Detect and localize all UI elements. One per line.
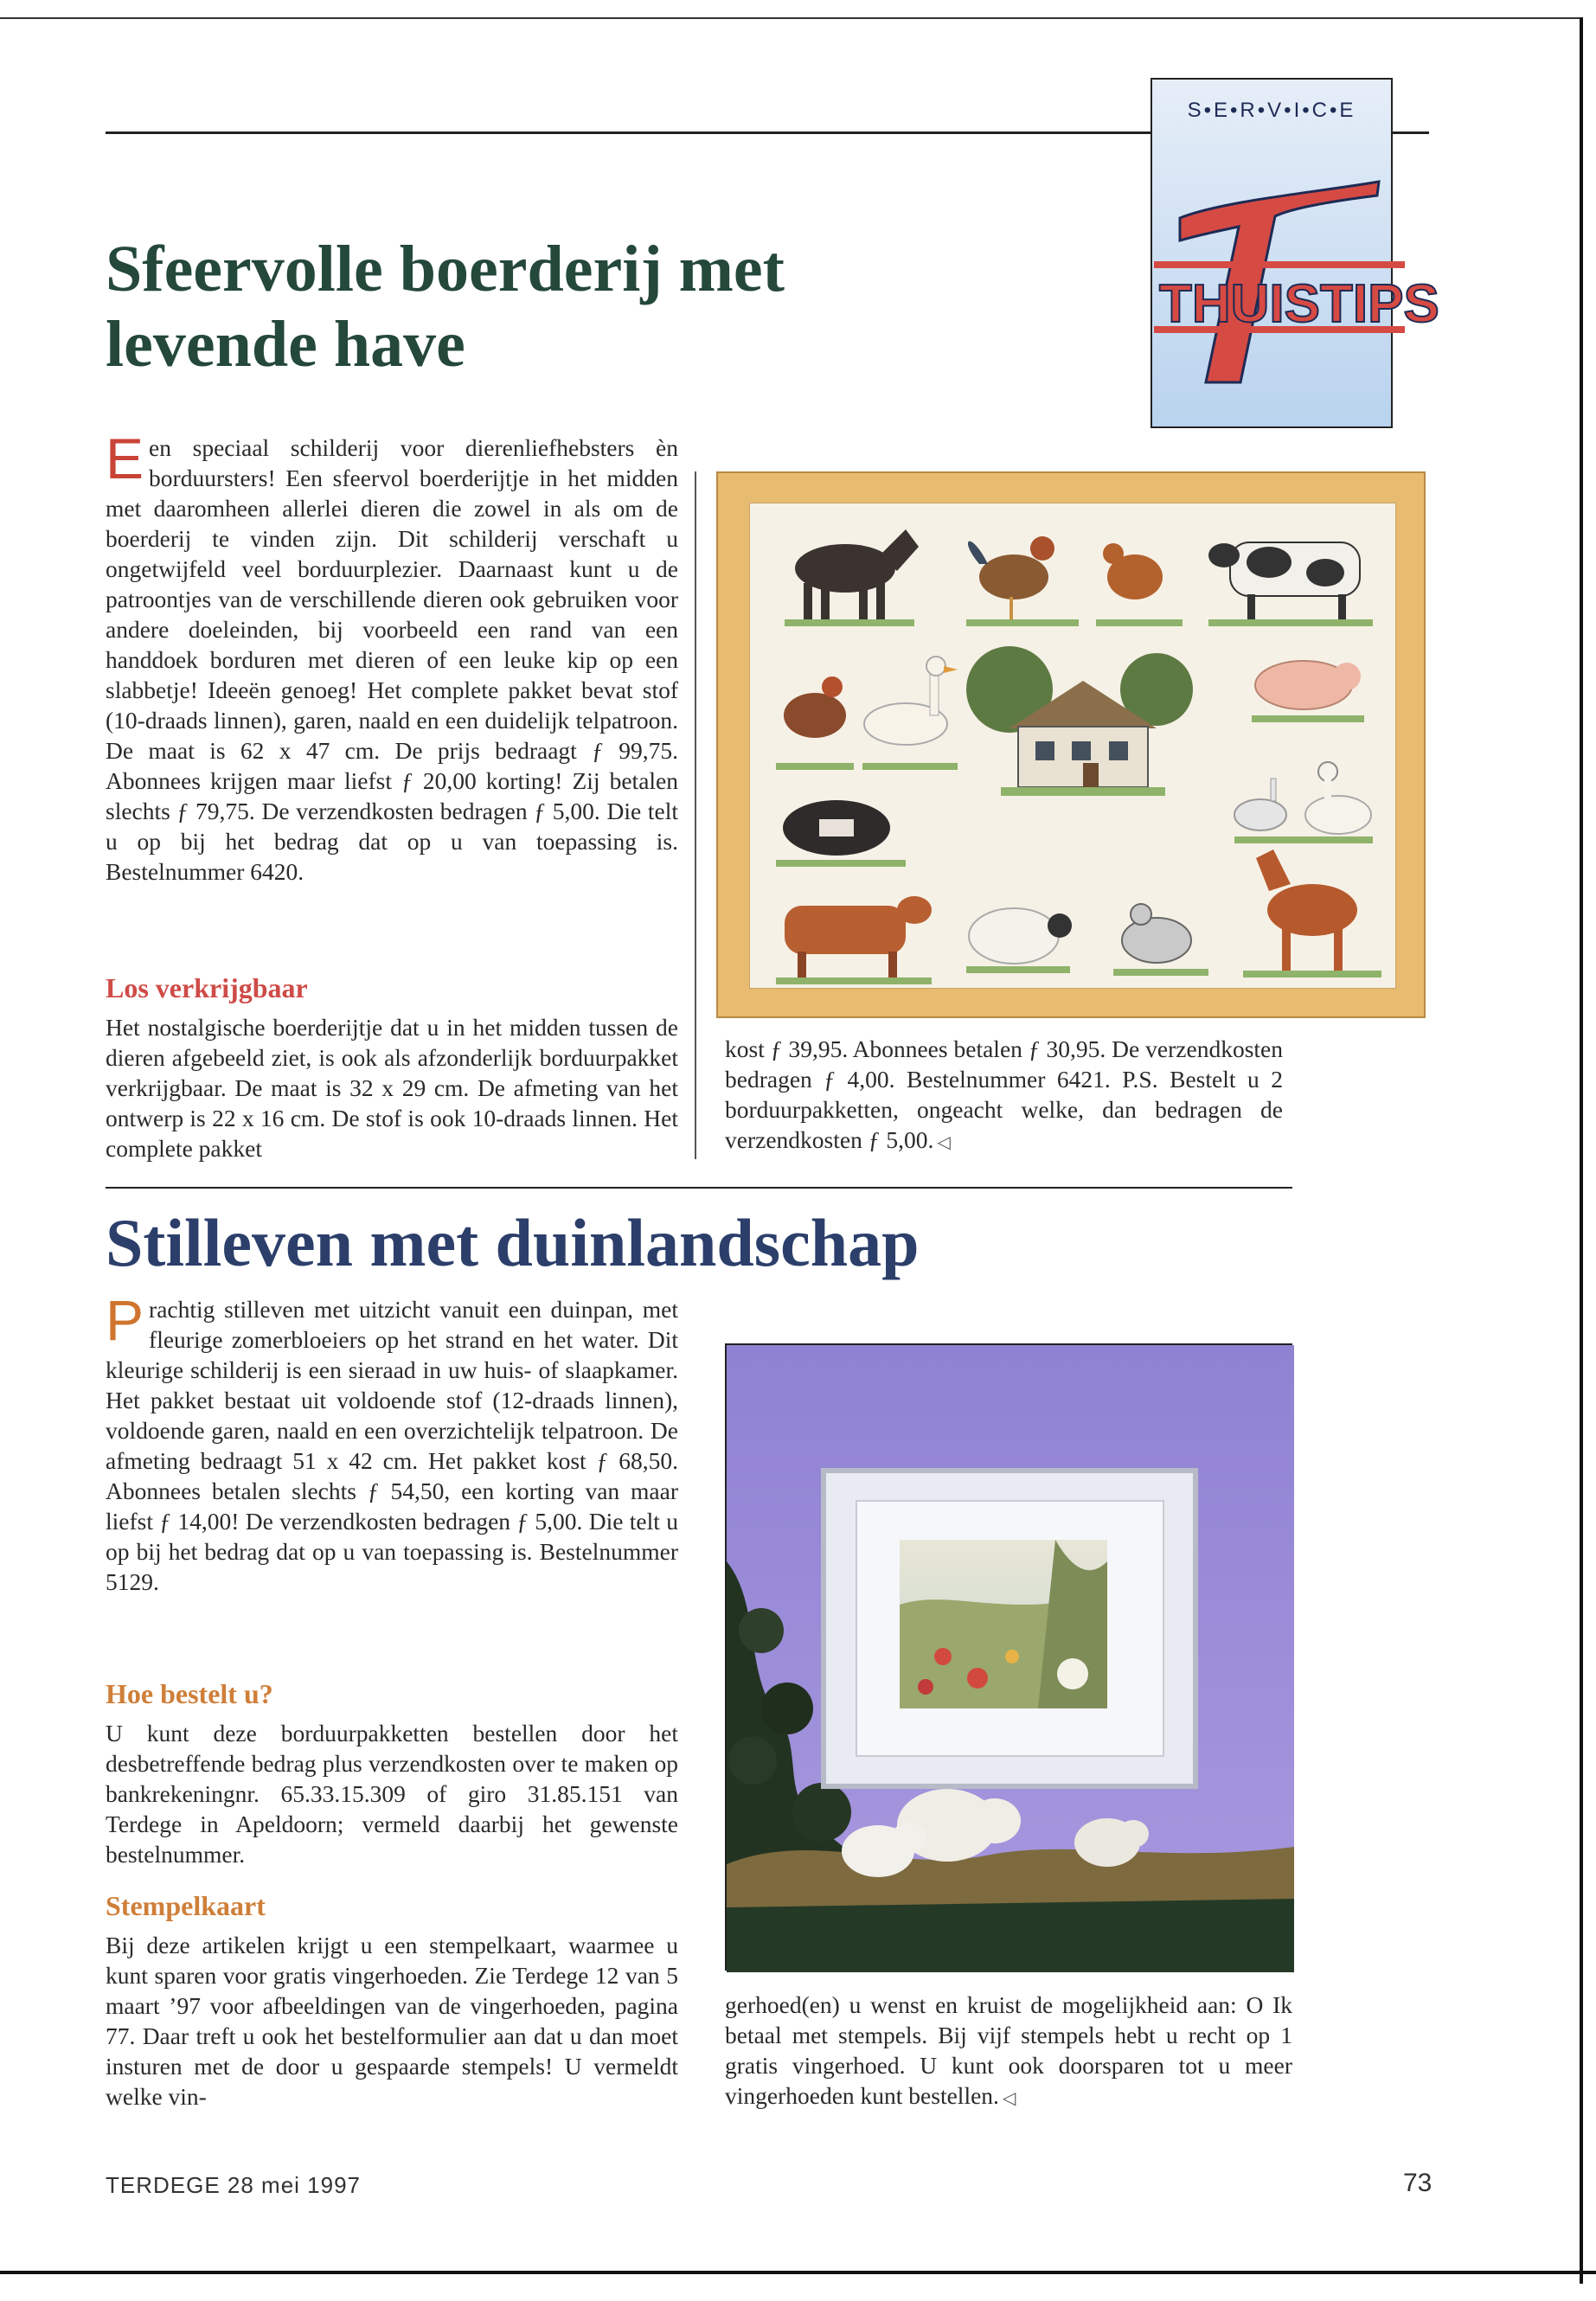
thuistips-emblem-icon [1145, 166, 1439, 408]
article1-title-line2: levende have [106, 308, 465, 381]
article1-paragraph2 [106, 1012, 678, 1163]
farm-animals-illustration [750, 503, 1395, 988]
farm-embroidery-picture [716, 471, 1426, 1018]
article1-column-divider [695, 471, 696, 1159]
red-rooster-icon [776, 676, 854, 770]
service-label: S•E•R•V•I•C•E [1187, 99, 1356, 122]
article1-title [106, 232, 1100, 383]
article1-dropcap: E [106, 426, 144, 490]
rooster-icon [966, 536, 1079, 626]
embroidery-canvas [749, 503, 1396, 989]
page-right-edge [1580, 17, 1583, 2284]
dune-painting-icon [900, 1540, 1107, 1708]
cow-icon [1208, 542, 1373, 626]
rabbit-icon [1234, 779, 1286, 830]
hen-icon [1096, 543, 1183, 626]
grey-chicken-icon [1113, 904, 1208, 976]
end-mark-icon: ◁ [937, 1133, 951, 1152]
stilllife-scene-illustration [727, 1345, 1294, 1972]
article2-paragraph2-text: U kunt deze borduurpakketten bestellen door het desbetreffende bedrag plus verzendkosten over te maken op bankrekeningnr. 65.33.15.309 of giro 31.85.151 van Terdege in Apeldoorn; vermeld daarbij het gewenste bestelnummer. [106, 1720, 678, 1868]
dune-stilllife-photo [725, 1343, 1292, 1971]
section-rule [106, 1187, 1292, 1189]
article2-dropcap: P [106, 1288, 144, 1352]
article2-paragraph1 [106, 1288, 678, 1597]
article2-title: Stilleven met duinlandschap [106, 1205, 920, 1280]
article1-paragraph1-text: en speciaal schilderij voor dierenliefhebsters èn borduursters! Een sfeervol boerderijtje in het midden met daaromheen allerlei dieren die zowel in als om de boerderij te vinden zijn. Dit schilderij verschaft u ongetwijfeld veel borduurplezier. Daarnaast kunt u de patroontjes van de verschillende dieren ook gebruiken voor andere doeleinden, bij voorbeeld een rand van een handdoek borduren met dieren of een leuke kip op een slabbetje! Ideeën genoeg! Het complete pakket bevat stof (10-draads linnen), garen, naald en een duidelijk telpatroon. De maat is 62 x 47 cm. De prijs bedraagt ƒ 99,75. Abonnees krijgen maar liefst ƒ 20,00 korting! Zij betalen slechts ƒ 79,75. De verzendkosten bedragen ƒ 5,00. Die telt u op bij het bedrag dat op u van toepassing is. Bestelnummer 6420. [106, 434, 678, 885]
article2-paragraph2 [106, 1718, 678, 1869]
article2-paragraph1-text: rachtig stilleven met uitzicht vanuit een duinpan, met fleurige zomerbloeiers op het strand en het water. Dit kleurige schilderij is een sieraad in uw huis- of slaapkamer. Het pakket bestaat uit voldoende stof (12-draads linnen), voldoende garen, naald en een overzichtelijk telpatroon. De afmeting bedraagt 51 x 42 cm. Het pakket kost ƒ 68,50. Abonnees betalen slechts ƒ 54,50, een korting van maar liefst ƒ 14,00! De verzendkosten bedragen ƒ 5,00. Die telt u op bij het bedrag dat op u van toepassing is. Bestelnummer 5129. [106, 1296, 678, 1595]
goose-icon [862, 657, 958, 770]
article1-paragraph2-text: Het nostalgische boerderijtje dat u in het midden tussen de dieren afgebeeld ziet, is ook als afzonderlijk borduurpakket verkrijgbaar. De maat is 32 x 29 cm. De afmeting van het ontwerp is 22 x 16 cm. De stof is ook 10-draads linnen. Het complete pakket [106, 1014, 678, 1162]
article2-paragraph4-text: gerhoed(en) u wenst en kruist de mogelijkheid aan: O Ik betaal met stempels. Bij vijf stempels hebt u recht op 1 gratis vingerhoed. U kunt ook doorsparen tot u meer vingerhoeden kunt bestellen. [725, 1991, 1292, 2109]
page-top-edge [0, 17, 1583, 19]
footer-page-number: 73 [1403, 2169, 1433, 2197]
footer-magazine: TERDEGE 28 mei 1997 [106, 2172, 362, 2198]
article1-paragraph3 [725, 1034, 1283, 1158]
article1-title-line1: Sfeervolle boerderij met [106, 233, 785, 305]
sheep-icon [966, 908, 1072, 973]
brown-cow-icon [776, 896, 932, 984]
black-pig-icon [776, 800, 906, 867]
article2-subhead-order: Hoe bestelt u? [106, 1678, 273, 1709]
article1-paragraph3-text: kost ƒ 39,95. Abonnees betalen ƒ 30,95. De verzendkosten bedragen ƒ 4,00. Bestelnummer 6421. P.S. Bestelt u 2 borduurpakketten, ongeacht welke, dan bedragen de verzendkosten ƒ 5,00. [725, 1035, 1283, 1153]
pony-icon [1243, 849, 1381, 977]
logo-word: THUISTIPS [1159, 274, 1439, 334]
article1-paragraph1 [106, 426, 678, 887]
article2-paragraph4 [725, 1990, 1292, 2114]
farmhouse-icon [966, 646, 1193, 796]
horse-icon [785, 529, 919, 626]
article2-subhead-stamp: Stempelkaart [106, 1890, 266, 1921]
article2-paragraph3 [106, 1930, 678, 2112]
end-mark-icon-2: ◁ [1002, 2089, 1016, 2108]
pig-icon [1252, 661, 1364, 722]
thuistips-logo [1151, 78, 1439, 428]
article2-paragraph3-text: Bij deze artikelen krijgt u een stempelkaart, waarmee u kunt sparen voor gratis vingerhoeden. Zie Terdege 12 van 5 maart ’97 voor afbeeldingen van de vingerhoeden, pagina 77. Daar treft u ook het bestelformulier aan dat u dan moet insturen met de door u gespaarde stempels! U vermeldt welke vin- [106, 1932, 678, 2110]
article1-subhead: Los verkrijgbaar [106, 972, 308, 1003]
page-bottom-edge [0, 2271, 1596, 2274]
